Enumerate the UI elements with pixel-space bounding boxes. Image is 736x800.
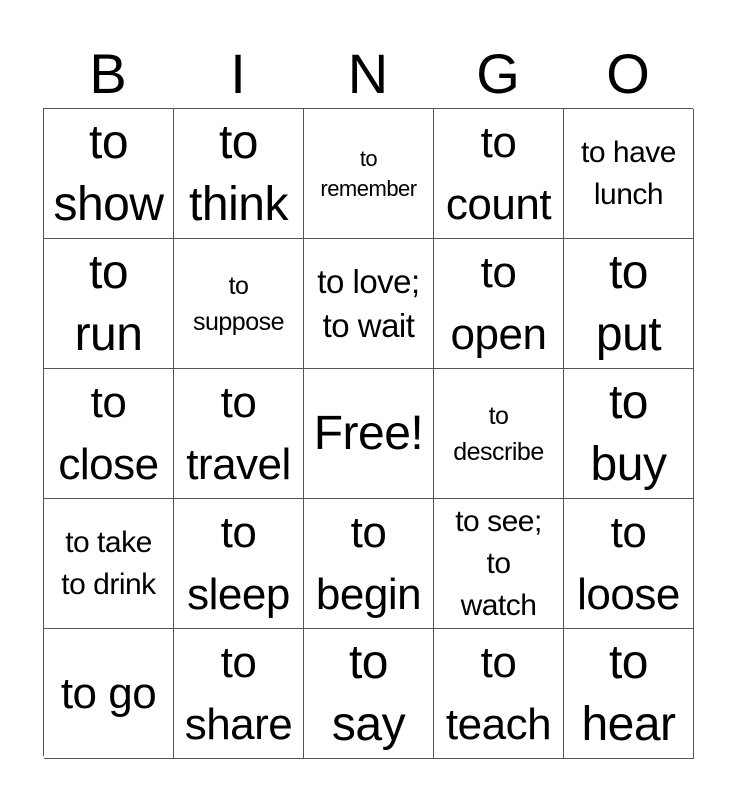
header-letter-b: B [89,42,127,105]
bingo-cell[interactable]: Free! [304,369,434,499]
bingo-cell[interactable]: to travel [174,369,304,499]
bingo-cell[interactable]: to share [174,629,304,759]
bingo-cell[interactable]: to begin [304,499,434,629]
bingo-cell[interactable]: to loose [564,499,694,629]
header-letter-g: G [476,42,520,105]
bingo-cell[interactable]: to take to drink [44,499,174,629]
header-letter-o: O [606,42,650,105]
bingo-cell[interactable]: to go [44,629,174,759]
bingo-cell[interactable]: to buy [564,369,694,499]
bingo-cell[interactable]: to have lunch [564,109,694,239]
bingo-header [43,40,693,108]
bingo-cell[interactable]: to describe [434,369,564,499]
bingo-cell[interactable]: to hear [564,629,694,759]
header-letter-n: N [347,42,389,105]
bingo-cell[interactable]: to close [44,369,174,499]
bingo-cell[interactable]: to open [434,239,564,369]
bingo-cell[interactable]: to count [434,109,564,239]
bingo-cell[interactable]: to teach [434,629,564,759]
bingo-cell[interactable]: to run [44,239,174,369]
bingo-cell[interactable]: to say [304,629,434,759]
bingo-cell[interactable]: to show [44,109,174,239]
header-letter-i: I [230,42,246,105]
bingo-cell[interactable]: to put [564,239,694,369]
bingo-cell[interactable]: to remember [304,109,434,239]
bingo-cell[interactable]: to love; to wait [304,239,434,369]
bingo-cell[interactable]: to suppose [174,239,304,369]
bingo-cell[interactable]: to sleep [174,499,304,629]
bingo-cell[interactable]: to think [174,109,304,239]
bingo-cell[interactable]: to see; to watch [434,499,564,629]
bingo-board [43,108,693,756]
